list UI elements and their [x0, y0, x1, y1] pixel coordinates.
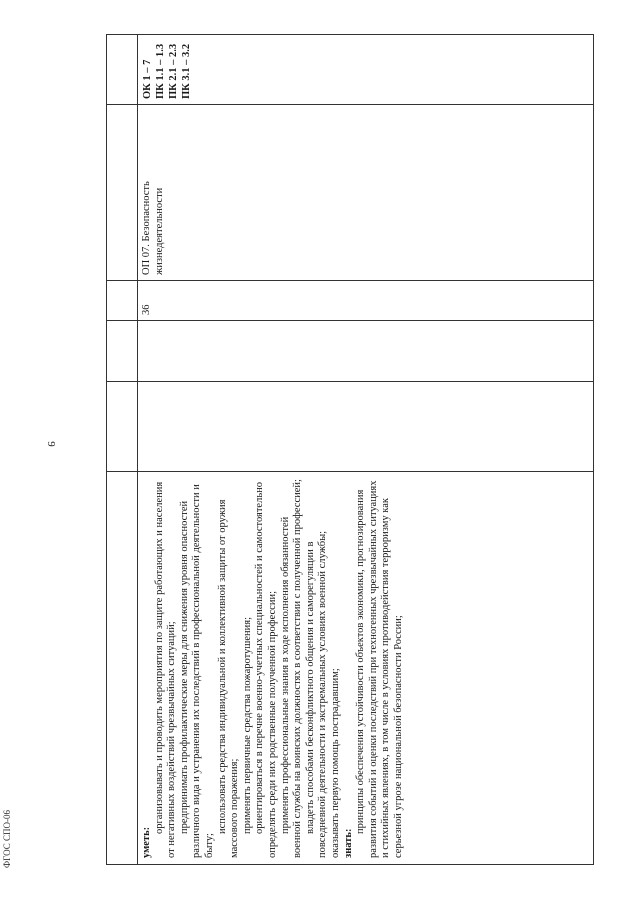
- hours-cell: 36: [141, 304, 152, 315]
- skill-item: применять профессиональные знания в ходе исполнения обязанностей военной службы на воинских должностях в соответствии с полученной профессией;: [279, 479, 304, 858]
- discipline-cell: ОП 07. Безопасность жизнедеятельности: [141, 181, 165, 275]
- column-divider: [107, 280, 137, 281]
- column-divider: [138, 280, 593, 281]
- table-row-bzh: [138, 34, 594, 865]
- column-divider: [138, 381, 593, 382]
- column-divider: [107, 471, 137, 472]
- competency-code: ПК 2.1 – 2.3: [168, 43, 179, 99]
- table-row-previous: [106, 34, 138, 865]
- skill-item: использовать средства индивидуальной и коллективной защиты от оружия массового поражения;: [216, 499, 241, 858]
- skill-item: ориентироваться в перечне военно-учетных специальностей и самостоятельно определять среди них родственные полученной профессии;: [254, 482, 278, 858]
- skill-item: оказывать первую помощь пострадавшим;: [329, 668, 341, 858]
- competencies-cell: [138, 34, 196, 105]
- column-divider: [107, 320, 137, 321]
- standard-table: [106, 34, 594, 865]
- column-divider: [138, 104, 593, 105]
- page-number: 9: [44, 441, 57, 447]
- footer-code: ФГОС СПО-06: [2, 810, 12, 868]
- competency-code: ПК 1.1 – 1.3: [155, 43, 166, 99]
- skill-item: предпринимать профилактические меры для снижения уровня опасностей различного вида и устранения их последствий в профессиональной деятельности и быту;: [178, 484, 215, 858]
- competency-code: ОК 1 – 7: [142, 59, 153, 99]
- competency-code: ПК 3.1 – 3.2: [181, 43, 192, 99]
- skills-heading: уметь:: [141, 826, 152, 858]
- skill-item: организовывать и проводить мероприятия по защите работающих и населения от негативных воздействий чрезвычайных ситуаций;: [153, 481, 178, 858]
- column-divider: [107, 104, 137, 105]
- column-divider: [107, 381, 137, 382]
- skill-item: применять первичные средства пожаротушения;: [241, 616, 253, 834]
- knowledge-heading: знать:: [342, 828, 354, 858]
- rotated-table-frame: [106, 34, 594, 865]
- skills-knowledge-cell: [138, 472, 594, 864]
- knowledge-item: принципы обеспечения устойчивости объектов экономики, прогнозирования развития событий и оценки последствий при техногенных чрезвычайных ситуациях и стихийных явлениях, в том числе в условиях противодействия терроризму как серьезной угрозе национальной безопасности России;: [355, 480, 404, 858]
- column-divider: [138, 320, 593, 321]
- skill-item: владеть способами бесконфликтного общения и саморегуляции в повседневной деятельности и экстремальных условиях военной службы;: [304, 530, 329, 858]
